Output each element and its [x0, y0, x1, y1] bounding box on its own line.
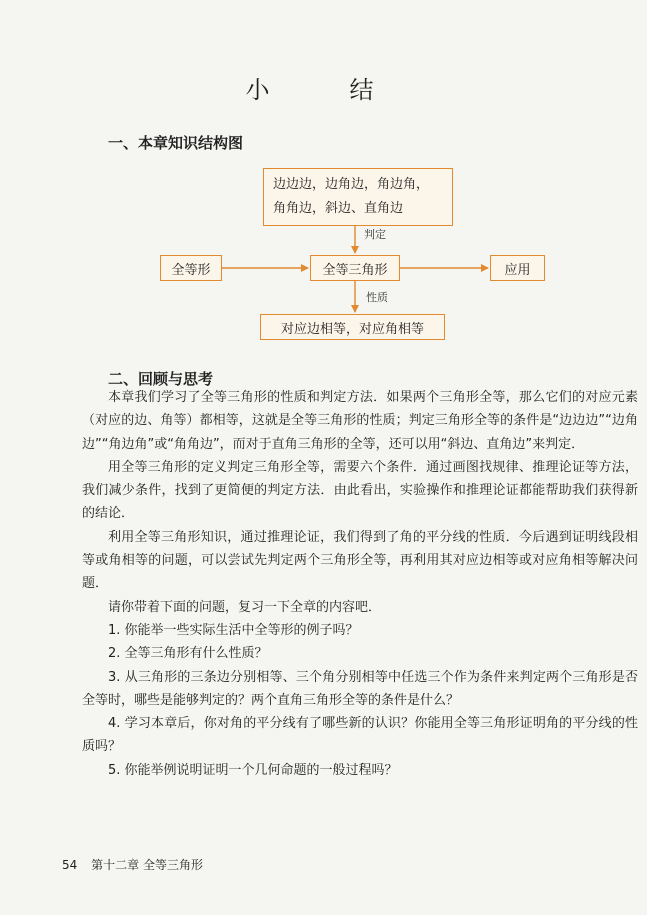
section-heading-review: 二、回顾与思考	[108, 370, 214, 388]
criteria-line-2: 角角边，斜边、直角边	[273, 201, 404, 216]
review-paragraph-1: 本章我们学习了全等三角形的性质和判定方法．如果两个三角形全等，那么它们的对应元素（对应的边、角等）都相等，这就是全等三角形的性质；判定三角形全等的条件是“边边边”“边角边”“角边角”或“角角边”，而对于直角三角形的全等，还可以用“斜边、直角边”来判定．	[82, 390, 638, 452]
footer-chapter-title: 全等三角形	[142, 858, 203, 872]
review-question-4: 4. 学习本章后，你对角的平分线有了哪些新的认识？你能用全等三角形证明角的平分线的性质吗？	[82, 716, 638, 755]
label-judge: 判定	[364, 228, 386, 241]
criteria-line-1: 边边边，边角边，角边角，	[273, 177, 430, 192]
congruent-triangle-box: 全等三角形	[310, 255, 400, 281]
review-question-5: 5. 你能举例说明证明一个几何命题的一般过程吗？	[108, 762, 398, 778]
review-body	[82, 386, 638, 782]
criteria-box	[263, 168, 453, 226]
review-question-1: 1. 你能举一些实际生活中全等形的例子吗？	[108, 622, 359, 638]
page-title: 小 结	[245, 76, 402, 104]
label-property: 性质	[366, 291, 388, 304]
review-paragraph-2: 用全等三角形的定义判定三角形全等，需要六个条件．通过画图找规律、推理论证等方法，我们减少条件，找到了更简便的判定方法．由此看出，实验操作和推理论证都能帮助我们获得新的结论．	[82, 459, 638, 522]
review-question-2: 2. 全等三角形有什么性质？	[108, 646, 268, 662]
congruent-figure-box: 全等形	[160, 255, 222, 281]
application-box: 应用	[490, 255, 545, 281]
corresponding-parts-box: 对应边相等，对应角相等	[260, 314, 445, 340]
page-footer	[62, 856, 203, 873]
review-paragraph-4: 请你带着下面的问题，复习一下全章的内容吧．	[108, 599, 382, 615]
review-question-3: 3. 从三角形的三条边分别相等、三个角分别相等中任选三个作为条件来判定两个三角形是否全等时，哪些是能够判定的？两个直角三角形全等的条件是什么？	[82, 669, 638, 708]
footer-chapter: 第十二章	[91, 858, 140, 872]
review-paragraph-3: 利用全等三角形知识，通过推理论证，我们得到了角的平分线的性质．今后遇到证明线段相等或角相等的问题，可以尝试先判定两个三角形全等，再利用其对应边相等或对应角相等解决问题．	[82, 529, 638, 592]
section-heading-knowledge-structure: 一、本章知识结构图	[108, 134, 244, 152]
page-number: 54	[62, 858, 78, 872]
